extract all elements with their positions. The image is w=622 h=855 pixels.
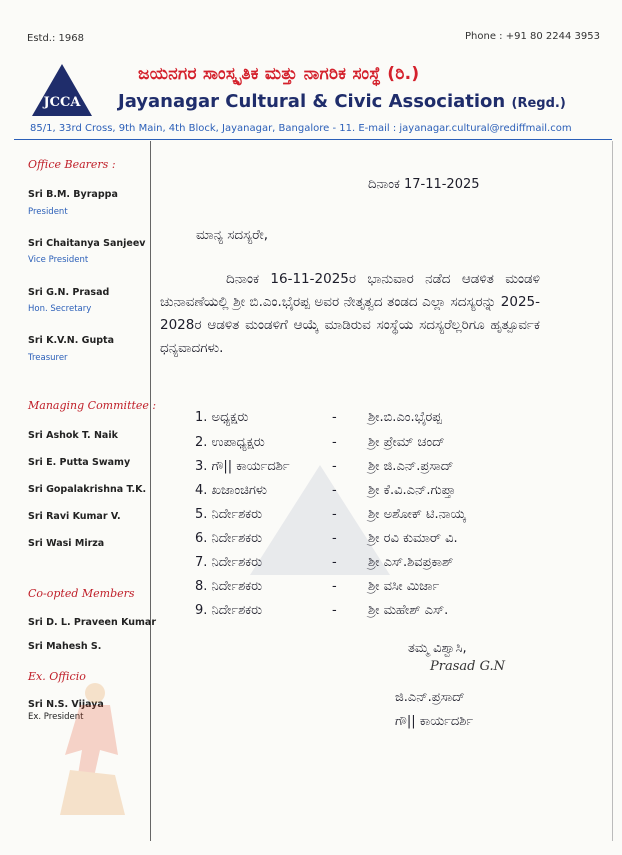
list-name: ಶ್ರೀ.ಬಿ.ಎಂ.ಭೈರಪ್ಪ: [368, 410, 442, 425]
ex-officio-role: Ex. President: [28, 712, 84, 722]
list-separator: -: [332, 531, 337, 546]
committee-member: Sri Wasi Mirza: [28, 538, 105, 549]
list-separator: -: [332, 579, 337, 594]
coopted-heading: Co-opted Members: [28, 587, 135, 600]
ex-officio-name: Sri N.S. Vijaya: [28, 699, 104, 710]
managing-committee-heading: Managing Committee :: [28, 399, 157, 412]
org-name-kannada: ಜಯನಗರ ಸಾಂಸ್ಕೃತಿಕ ಮತ್ತು ನಾಗರಿಕ ಸಂಸ್ಥೆ (ರಿ.): [138, 64, 420, 84]
list-name: ಶ್ರೀ ಜಿ.ಎನ್.ಪ್ರಸಾದ್: [368, 459, 454, 474]
letter-body-text: ದಿನಾಂಕ 16-11-2025ರ ಭಾನುವಾರ ನಡೆದ ಆಡಳಿತ ಮಂಡಳಿ ಚುನಾವಣೆಯಲ್ಲಿ ಶ್ರೀ ಬಿ.ಎಂ.ಭೈರಪ್ಪ ಅವರ ನೇತೃತ್ವದ ತಂಡದ ಎಲ್ಲಾ ಸದಸ್ಯರನ್ನು 2025-2028ರ ಆಡಳಿತ ಮಂಡಳಿಗೆ ಆಯ್ಕೆ ಮಾಡಿರುವ ಸಂಸ್ಥೆಯ ಸದಸ್ಯರೆಲ್ಲರಿಗೂ ಹೃತ್ಪೂರ್ವಕ ಧನ್ಯವಾದಗಳು.: [160, 271, 540, 356]
committee-member: Sri Gopalakrishna T.K.: [28, 484, 147, 495]
coopted-member: Sri Mahesh S.: [28, 641, 102, 652]
list-name: ಶ್ರೀ ರವಿ ಕುಮಾರ್ ವಿ.: [368, 531, 458, 546]
list-position: 9. ನಿರ್ದೇಶಕರು: [195, 603, 263, 618]
committee-member: Sri Ashok T. Naik: [28, 430, 118, 441]
list-position: 6. ನಿರ್ದೇಶಕರು: [195, 531, 263, 546]
association-logo: [30, 62, 94, 118]
list-position: 7. ನಿರ್ದೇಶಕರು: [195, 555, 263, 570]
list-name: ಶ್ರೀ ಕೆ.ವಿ.ಎನ್.ಗುಪ್ತಾ: [368, 483, 456, 498]
established-year: Estd.: 1968: [27, 33, 84, 44]
bearer-role: Treasurer: [28, 353, 68, 363]
org-address: 85/1, 33rd Cross, 9th Main, 4th Block, Jayanagar, Bangalore - 11. E-mail : jayanagar.cultural@rediffmail.com: [30, 123, 572, 134]
list-name: ಶ್ರೀ ಎಸ್.ಶಿವಪ್ರಕಾಶ್: [368, 555, 454, 570]
salutation: ಮಾನ್ಯ ಸದಸ್ಯರೇ,: [196, 227, 269, 243]
letter-body: [160, 268, 540, 360]
office-bearers-heading: Office Bearers :: [28, 158, 116, 171]
page-edge-line: [612, 141, 613, 841]
list-separator: -: [332, 555, 337, 570]
list-separator: -: [332, 410, 337, 425]
org-regd: (Regd.): [511, 96, 566, 111]
bearer-name: Sri B.M. Byrappa: [28, 189, 118, 200]
bearer-role: Hon. Secretary: [28, 304, 92, 314]
list-name: ಶ್ರೀ ಮಹೇಶ್ ಎಸ್.: [368, 603, 449, 618]
list-position: 1. ಅಧ್ಯಕ್ಷರು: [195, 410, 249, 425]
signer-name: ಜಿ.ಎನ್.ಪ್ರಸಾದ್: [395, 690, 465, 705]
dancer-illustration: [40, 675, 140, 825]
list-name: ಶ್ರೀ ಅಶೋಕ್ ಟಿ.ನಾಯ್ಕ: [368, 507, 466, 522]
header-divider: [14, 139, 612, 140]
list-position: 8. ನಿರ್ದೇಶಕರು: [195, 579, 263, 594]
bearer-role: Vice President: [28, 255, 89, 265]
list-separator: -: [332, 483, 337, 498]
bearer-name: Sri G.N. Prasad: [28, 287, 110, 298]
bearer-name: Sri Chaitanya Sanjeev: [28, 238, 146, 249]
coopted-member: Sri D. L. Praveen Kumar: [28, 617, 157, 628]
list-position: 2. ಉಪಾಧ್ಯಕ್ಷರು: [195, 435, 265, 450]
bearer-name: Sri K.V.N. Gupta: [28, 335, 114, 346]
closing: ತಮ್ಮ ವಿಶ್ವಾಸಿ,: [408, 641, 467, 656]
list-position: 5. ನಿರ್ದೇಶಕರು: [195, 507, 263, 522]
list-separator: -: [332, 459, 337, 474]
list-separator: -: [332, 435, 337, 450]
letter-date: ದಿನಾಂಕ 17-11-2025: [368, 177, 480, 192]
committee-member: Sri Ravi Kumar V.: [28, 511, 121, 522]
list-separator: -: [332, 603, 337, 618]
ex-officio-heading: Ex. Officio: [28, 670, 86, 683]
list-separator: -: [332, 507, 337, 522]
list-position: 3. ಗೌ|| ಕಾರ್ಯದರ್ಶಿ: [195, 459, 290, 474]
sidebar-divider: [150, 141, 151, 841]
logo-text: JCCA: [43, 95, 81, 110]
list-position: 4. ಖಜಾಂಚಿಗಳು: [195, 483, 268, 498]
committee-member: Sri E. Putta Swamy: [28, 457, 131, 468]
phone-number: Phone : +91 80 2244 3953: [465, 31, 600, 42]
list-name: ಶ್ರೀ ವಸೀ ಮಿರ್ಜಾ: [368, 579, 440, 594]
signer-title: ಗೌ|| ಕಾರ್ಯದರ್ಶಿ: [395, 714, 474, 729]
signature: Prasad G.N: [430, 659, 506, 674]
bearer-role: President: [28, 207, 68, 217]
list-name: ಶ್ರೀ ಪ್ರೇಮ್ ಚಂದ್: [368, 435, 445, 450]
org-name-english: [118, 91, 566, 112]
org-name: Jayanagar Cultural & Civic Association: [118, 91, 506, 112]
